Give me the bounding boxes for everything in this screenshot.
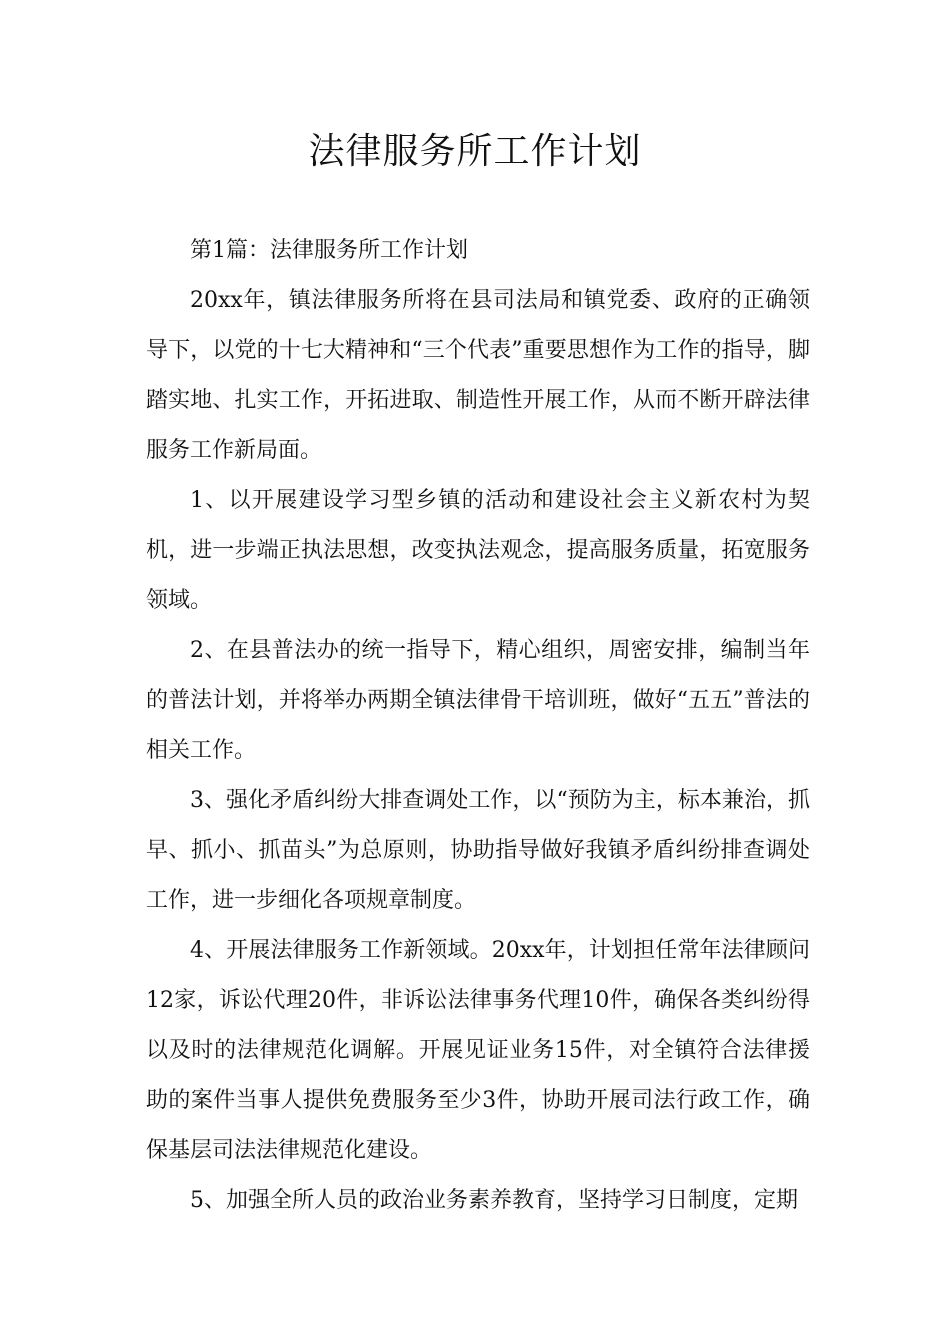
paragraph-intro: 20xx年，镇法律服务所将在县司法局和镇党委、政府的正确领导下，以党的十七大精神和“三个代表”重要思想作为工作的指导，脚踏实地、扎实工作，开拓进取、制造性开展工作，从而不断开辟法律服务工作新局面。 <box>146 288 810 463</box>
document-body <box>146 226 810 1226</box>
paragraph-heading: 第1篇：法律服务所工作计划 <box>190 238 468 263</box>
paragraph-item-1: 1、以开展建设学习型乡镇的活动和建设社会主义新农村为契机，进一步端正执法思想，改变执法观念，提高服务质量，拓宽服务领域。 <box>146 488 810 613</box>
document-title: 法律服务所工作计划 <box>308 131 642 172</box>
paragraph-item-4: 4、开展法律服务工作新领域。20xx年，计划担任常年法律顾问12家，诉讼代理20件，非诉讼法律事务代理10件，确保各类纠纷得以及时的法律规范化调解。开展见证业务15件，对全镇符合法律援助的案件当事人提供免费服务至少3件，协助开展司法行政工作，确保基层司法法律规范化建设。 <box>146 938 810 1163</box>
paragraph-item-5: 5、加强全所人员的政治业务素养教育，坚持学习日制度，定期 <box>190 1188 798 1213</box>
paragraph-item-3: 3、强化矛盾纠纷大排查调处工作，以“预防为主，标本兼治，抓早、抓小、抓苗头”为总原则，协助指导做好我镇矛盾纠纷排查调处工作，进一步细化各项规章制度。 <box>146 788 810 913</box>
paragraph-item-2: 2、在县普法办的统一指导下，精心组织，周密安排，编制当年的普法计划，并将举办两期全镇法律骨干培训班，做好“五五”普法的相关工作。 <box>146 638 810 763</box>
